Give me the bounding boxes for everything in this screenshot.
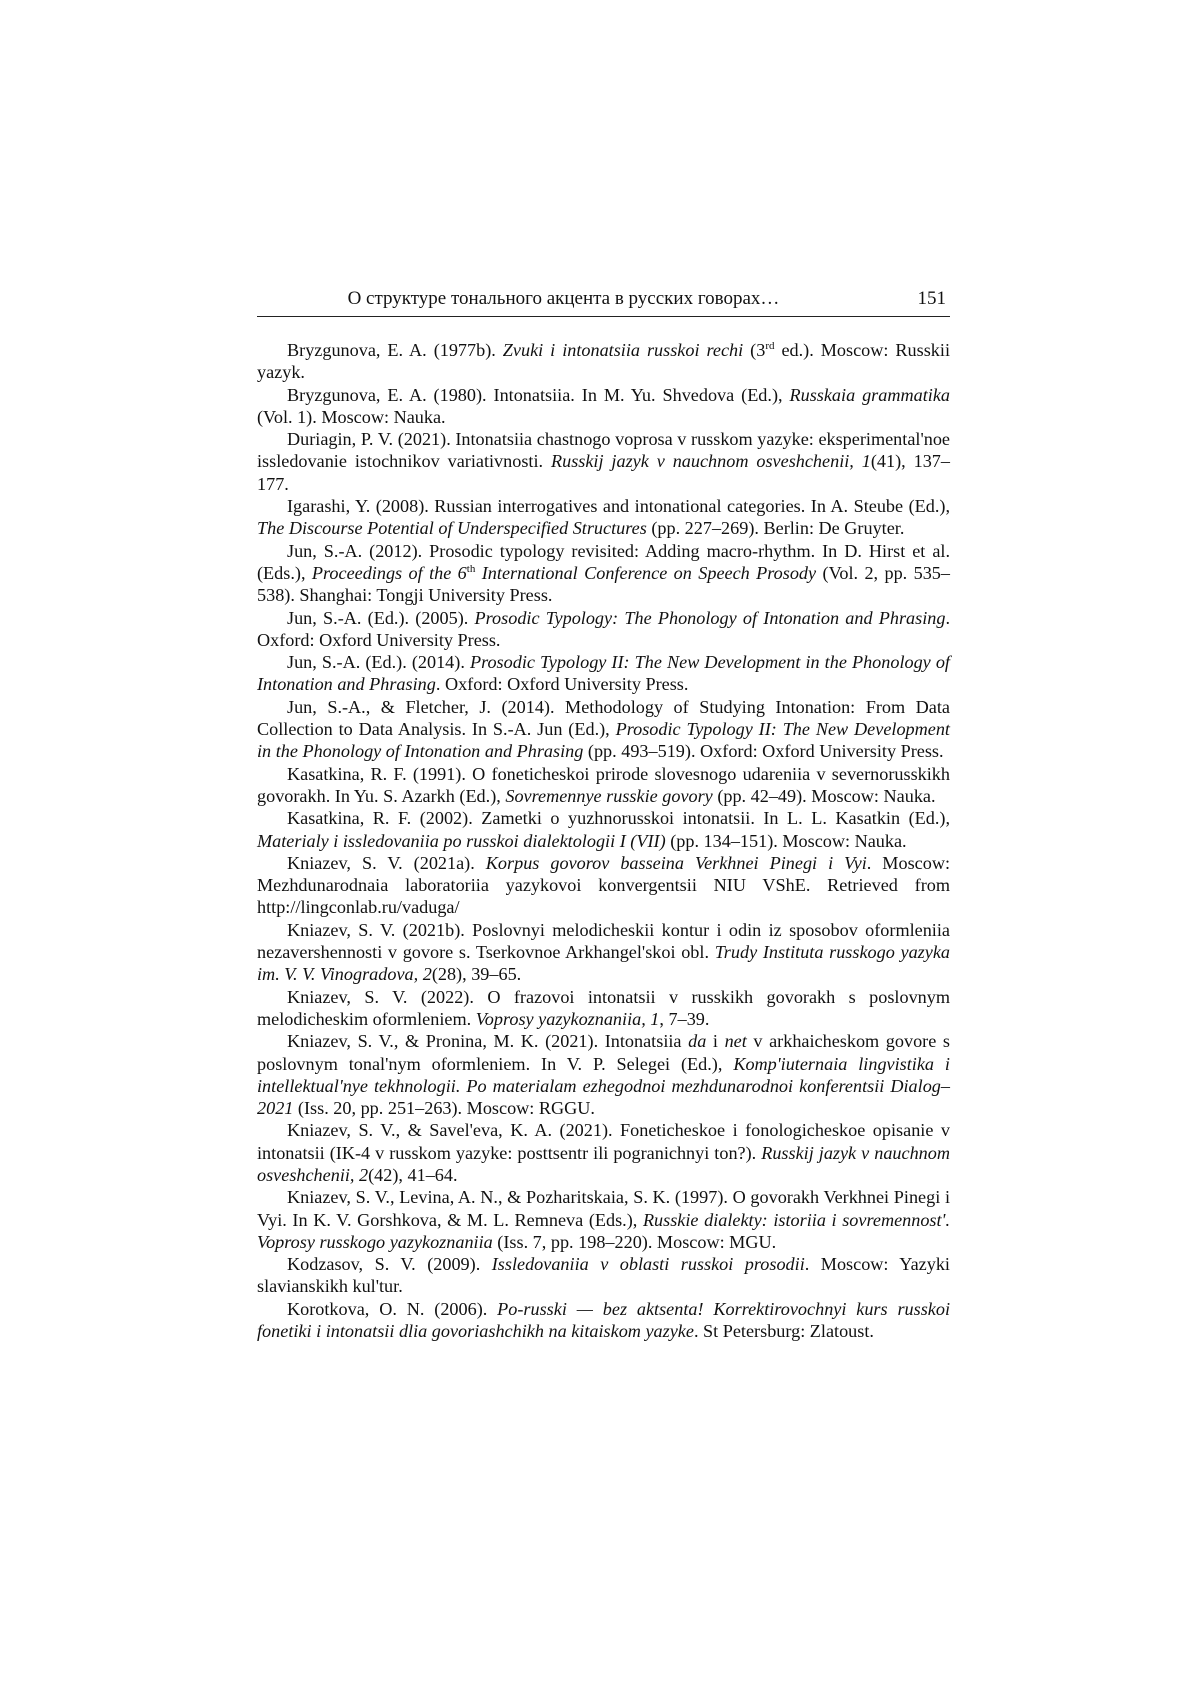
reference-italic-text: Russkij jazyk v nauchnom osveshchenii, 1 (550, 451, 871, 472)
reference-text: (Iss. 20, pp. 251–263). Moscow: RGGU. (293, 1098, 595, 1119)
reference-italic-text: Po-russki — bez aktsenta! Korrektirovochnyi kurs russkoi fonetiki i intonatsii dlia govoriashchikh na kitaiskom yazyke (257, 1298, 950, 1342)
reference-text: Jun, S.-A. (Ed.). (2005). (287, 607, 475, 628)
reference-text: (42), 41–64. (368, 1164, 458, 1185)
reference-text: . St Petersburg: Zlatoust. (693, 1321, 874, 1342)
reference-text: Igarashi, Y. (2008). Russian interrogatives and intonational categories. In A. Steube (Ed.), (287, 496, 950, 517)
reference-entry (257, 696, 950, 763)
reference-entry (257, 495, 950, 540)
reference-text: Bryzgunova, E. A. (1977b). (287, 340, 503, 360)
reference-italic-text: Prosodic Typology II: The New Development in the Phonology of Intonation and Phrasing (257, 652, 950, 695)
reference-text: Kodzasov, S. V. (2009). (287, 1254, 492, 1275)
reference-entry (257, 651, 950, 696)
reference-italic-text: The Discourse Potential of Underspecified Structures (257, 518, 647, 539)
reference-italic-text: Proceedings of the 6 (311, 562, 467, 583)
reference-text: v arkhaicheskom govore s poslovnym tonal'nym oformleniem. In V. P. Selegei (Ed.), (257, 1031, 950, 1074)
reference-entry (257, 384, 950, 429)
reference-italic-text: da (688, 1031, 707, 1052)
reference-italic-text: Zvuki i intonatsiia russkoi rechi (502, 340, 744, 360)
reference-entry (257, 339, 950, 384)
reference-entry (257, 1298, 950, 1343)
reference-text: Kasatkina, R. F. (2002). Zametki o yuzhnorusskoi intonatsii. In L. L. Kasatkin (Ed.), (287, 808, 950, 829)
reference-text: Kniazev, S. V. (2021a). (287, 852, 486, 873)
reference-entry (257, 607, 950, 652)
reference-entry (257, 428, 950, 495)
reference-text: Jun, S.-A. (2012). Prosodic typology revisited: Adding macro-rhythm. In D. Hirst et al. (Eds.), (257, 540, 950, 583)
reference-entry (257, 1186, 950, 1253)
reference-italic-text: Materialy i issledovaniia po russkoi dialektologii I (VII) (257, 830, 666, 851)
reference-text: . Oxford: Oxford University Press. (257, 607, 950, 650)
reference-text: (pp. 42–49). Moscow: Nauka. (712, 785, 936, 806)
reference-text: Bryzgunova, E. A. (1980). Intonatsiia. In M. Yu. Shvedova (Ed.), (287, 384, 790, 405)
reference-superscript: th (466, 562, 476, 575)
reference-entry (257, 1030, 950, 1119)
reference-text: Kniazev, S. V. (2021b). Poslovnyi melodicheskii kontur i odin iz sposobov oformleniia nezavershennosti v govore s. Tserkovnoe Arkhangel'skoi obl. (257, 919, 950, 963)
reference-text: (Vol. 1). Moscow: Nauka. (257, 406, 446, 427)
reference-superscript: rd (765, 340, 775, 352)
reference-italic-text: Korpus govorov basseina Verkhnei Pinegi i Vyi (485, 852, 867, 873)
reference-entry (257, 763, 950, 808)
reference-text: . Oxford: Oxford University Press. (435, 674, 689, 695)
reference-text: ed.). Moscow: Russkii yazyk. (257, 340, 951, 383)
reference-italic-text: Issledovaniia v oblasti russkoi prosodii (491, 1254, 805, 1275)
reference-text: Kniazev, S. V., & Savel'eva, K. A. (2021). Foneticheskoe i fonologicheskoe opisanie v intonatsii (IK-4 v russkom yazyke: posttsentr ili pogranichnyi ton?). (257, 1120, 950, 1163)
page-number: 151 (917, 288, 946, 309)
reference-italic-text: Prosodic Typology: The Phonology of Intonation and Phrasing (474, 607, 946, 628)
reference-text: i (706, 1031, 725, 1052)
reference-italic-text: International Conference on Speech Prosody (475, 562, 817, 583)
reference-entry (257, 852, 950, 919)
reference-text: Korotkova, O. N. (2006). (287, 1298, 498, 1319)
journal-page (257, 286, 950, 1342)
reference-text: (3 (743, 340, 766, 360)
reference-entry (257, 1119, 950, 1186)
reference-entry (257, 919, 950, 986)
reference-text: (pp. 227–269). Berlin: De Gruyter. (646, 518, 905, 539)
reference-list (257, 339, 950, 1342)
reference-text: (pp. 134–151). Moscow: Nauka. (665, 830, 907, 851)
reference-italic-text: Trudy Instituta russkogo yazyka im. V. V. Vinogradova, 2 (257, 942, 950, 985)
reference-italic-text: Russkaia grammatika (789, 384, 950, 405)
reference-text: . Moscow: Yazyki slavianskikh kul'tur. (257, 1254, 950, 1297)
reference-entry (257, 1253, 950, 1298)
reference-text: Jun, S.-A., & Fletcher, J. (2014). Methodology of Studying Intonation: From Data Collection to Data Analysis. In S.-A. Jun (Ed.), (257, 696, 950, 740)
reference-text: (41), 137–177. (257, 451, 950, 494)
reference-text: Kasatkina, R. F. (1991). O foneticheskoi prirode slovesnogo udareniia v severnorusskikh govorakh. In Yu. S. Azarkh (Ed.), (257, 763, 950, 806)
running-title: О структуре тонального акцента в русских говорах… (347, 288, 780, 309)
reference-italic-text: Voprosy yazykoznaniia, 1 (475, 1008, 660, 1029)
reference-text: (Vol. 2, pp. 535–538). Shanghai: Tongji University Press. (257, 562, 950, 606)
reference-italic-text: Prosodic Typology II: The New Development in the Phonology of Intonation and Phrasing (257, 719, 950, 762)
reference-text: Duriagin, P. V. (2021). Intonatsiia chastnogo voprosa v russkom yazyke: eksperimental'noe issledovanie istochnikov variativnosti. (257, 429, 950, 472)
reference-italic-text: Komp'iuternaia lingvistika i intellektual'nye tekhnologii. Po materialam ezhegodnoi mezhdunarodnoi konferentsii Dialog–2021 (257, 1053, 950, 1119)
reference-text: Kniazev, S. V. (2022). O frazovoi intonatsii v russkikh govorakh s poslovnym melodicheskim oformleniem. (257, 986, 950, 1029)
reference-italic-text: net (724, 1031, 747, 1052)
reference-text: Jun, S.-A. (Ed.). (2014). (287, 652, 470, 673)
reference-entry (257, 807, 950, 852)
reference-text: Kniazev, S. V., & Pronina, M. K. (2021). Intonatsiia (287, 1031, 689, 1052)
reference-text: (28), 39–65. (431, 964, 522, 985)
reference-italic-text: Russkij jazyk v nauchnom osveshchenii, 2 (257, 1142, 950, 1185)
reference-text: (pp. 493–519). Oxford: Oxford University Press. (583, 741, 944, 762)
reference-italic-text: Russkie dialekty: istoriia i sovremennost'. Voprosy russkogo yazykoznaniia (257, 1209, 950, 1252)
reference-text: , 7–39. (659, 1008, 710, 1029)
reference-text: . Moscow: Mezhdunarodnaia laboratoriia yazykovoi konvergentsii NIU VShE. Retrieved from http://lingconlab.ru/vaduga/ (257, 852, 951, 918)
reference-text: (Iss. 7, pp. 198–220). Moscow: MGU. (492, 1231, 777, 1252)
reference-entry (257, 986, 950, 1031)
reference-text: Kniazev, S. V., Levina, A. N., & Pozharitskaia, S. K. (1997). O govorakh Verkhnei Pinegi i Vyi. In K. V. Gorshkova, & M. L. Remneva (Eds.), (257, 1187, 950, 1230)
running-header (257, 286, 950, 317)
reference-italic-text: Sovremennye russkie govory (505, 785, 713, 806)
reference-entry (257, 540, 950, 607)
